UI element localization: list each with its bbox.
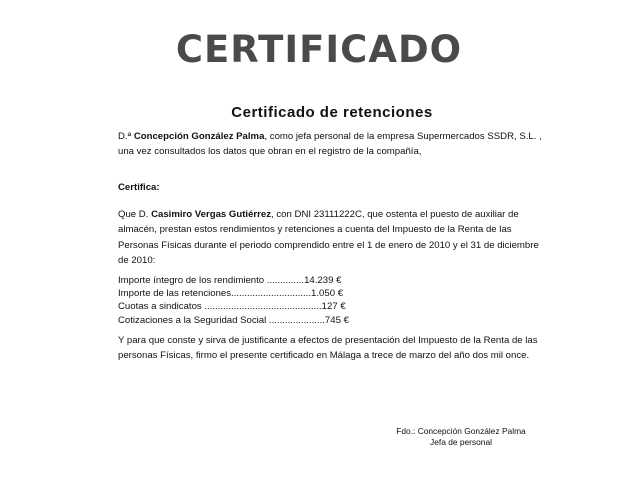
intro-text: , como jefa personal de la empresa Supermercados SSDR, S.L. , una vez consultados los datos que obran en el registro de la compañía, bbox=[118, 131, 542, 158]
intro-prefix: D.ª bbox=[118, 131, 134, 142]
closing-paragraph: Y para que conste y sirva de justificante a efectos de presentación del Impuesto de la Renta de las personas Físicas, firmo el presente certificado en Málaga a trece de marzo del año dos mil once. bbox=[118, 335, 538, 362]
intro-paragraph bbox=[118, 129, 542, 160]
amount-row-social-security: Cotizaciones a la Seguridad Social .....................745 € bbox=[118, 314, 349, 326]
document-heading: Certificado de retenciones bbox=[231, 104, 433, 121]
signature-role: Jefa de personal bbox=[430, 437, 492, 447]
amount-row-union-fees: Cuotas a sindicatos ............................................127 € bbox=[118, 301, 346, 313]
signature-name: Fdo.: Concepción González Palma bbox=[396, 426, 526, 436]
body-text: , con DNI 23111222C, que ostenta el puesto de auxiliar de almacén, prestan estos rendimientos y retenciones a cuenta del Impuesto de la Renta de las Personas Físicas durante el periodo comprendido entre el 1 de enero de 2010 y el 31 de diciembre de 2010: bbox=[118, 209, 539, 267]
slide-title: CERTIFICADO bbox=[175, 28, 463, 71]
body-paragraph bbox=[118, 207, 542, 269]
certifica-label: Certifica: bbox=[118, 182, 160, 193]
employee-name: Casimiro Vergas Gutiérrez bbox=[151, 209, 272, 220]
amount-row-gross: Importe íntegro de los rendimiento ..............14.239 € bbox=[118, 275, 342, 286]
signature-block bbox=[385, 426, 537, 448]
issuer-name: Concepción González Palma bbox=[133, 131, 265, 142]
amount-row-withholding: Importe de las retenciones..............................1.050 € bbox=[118, 288, 344, 300]
amounts-list bbox=[118, 274, 418, 327]
certificate-document bbox=[114, 104, 542, 376]
body-prefix: Que D. bbox=[118, 209, 152, 220]
